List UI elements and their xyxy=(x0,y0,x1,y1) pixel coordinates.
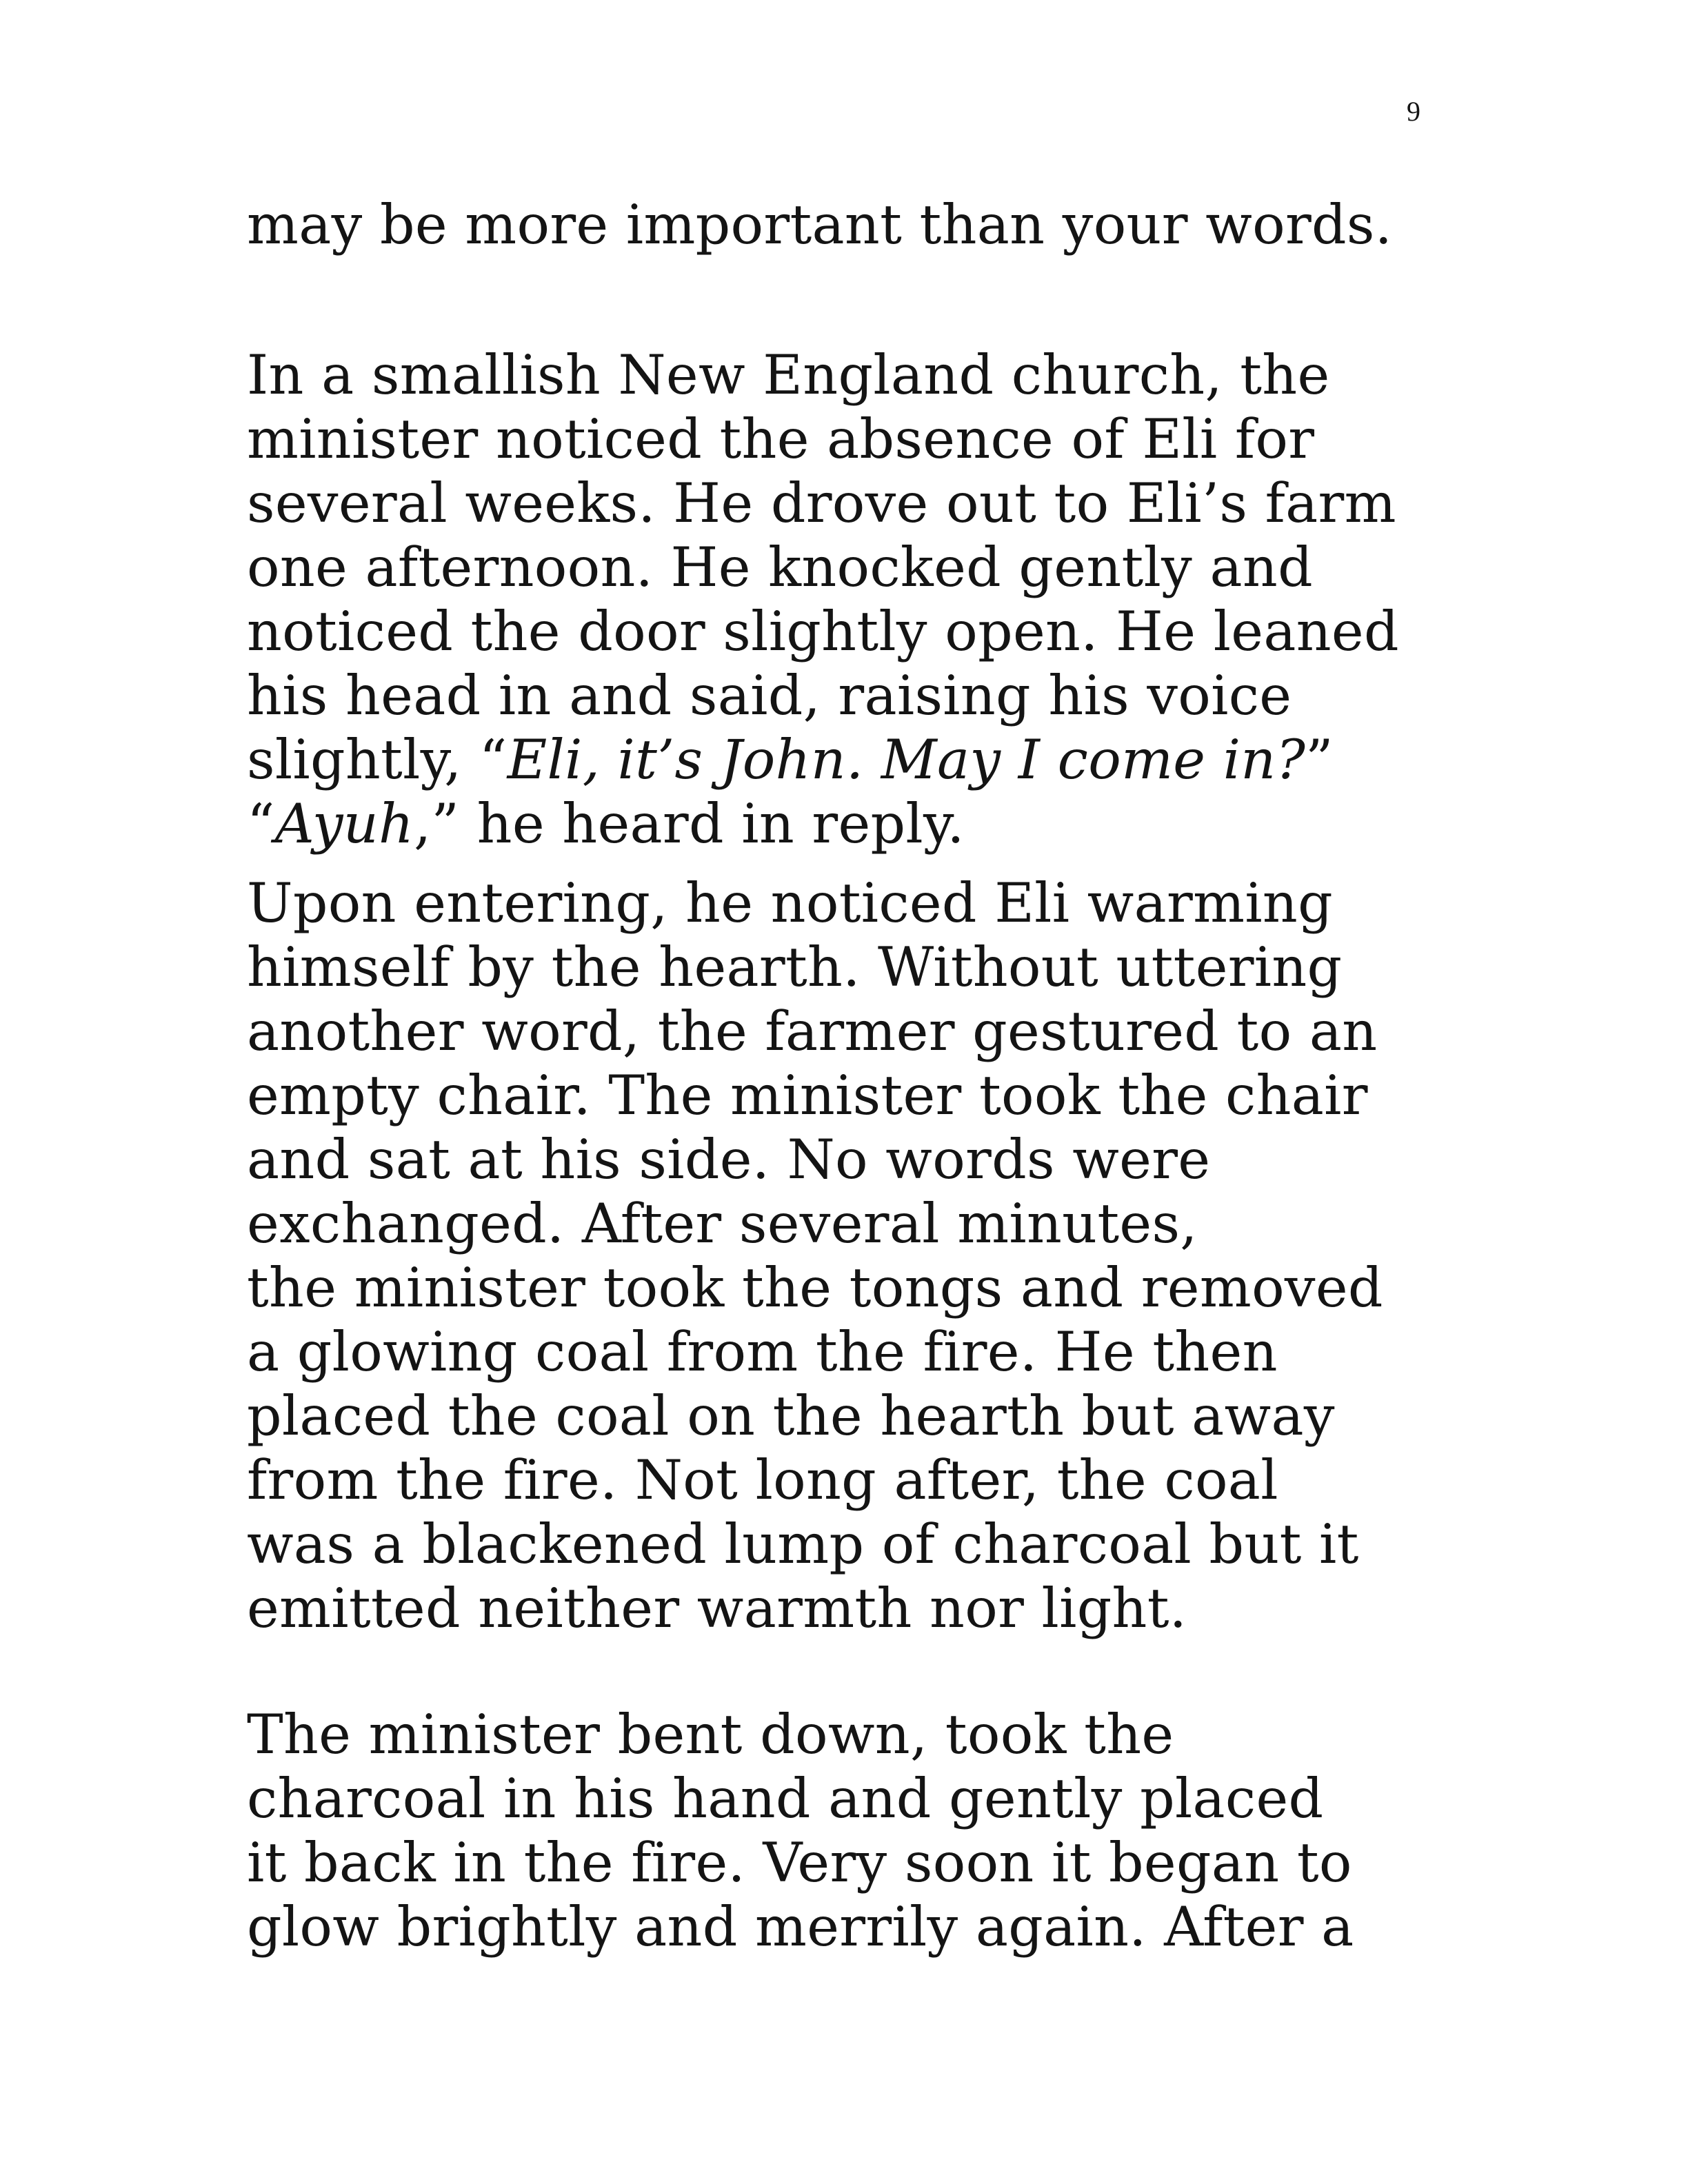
text-line: and sat at his side. No words were xyxy=(247,1128,1211,1191)
text-line: minister noticed the absence of Eli for xyxy=(247,407,1315,471)
text-line: emitted neither warmth nor light. xyxy=(247,1577,1187,1640)
text-line: charcoal in his hand and gently placed xyxy=(247,1767,1324,1830)
italic-quote: Eli, it’s John. May I come in? xyxy=(507,728,1306,791)
paragraph-church-visit xyxy=(247,343,1419,856)
text-line: a glowing coal from the fire. He then xyxy=(247,1320,1278,1384)
text-line: In a smallish New England church, the xyxy=(247,343,1330,407)
text-line: Upon entering, he noticed Eli warming xyxy=(247,871,1333,935)
text-line: several weeks. He drove out to Eli’s farm xyxy=(247,472,1396,535)
text-segment: ” xyxy=(1305,728,1334,791)
text-segment: “ xyxy=(247,792,275,856)
text-line: glow brightly and merrily again. After a xyxy=(247,1895,1354,1959)
text-line: noticed the door slightly open. He leaned xyxy=(247,600,1399,663)
page-number: 9 xyxy=(1407,96,1420,127)
text-line-with-quote xyxy=(247,792,1419,856)
paragraph-opening xyxy=(247,193,1419,257)
italic-quote: Ayuh xyxy=(274,792,414,856)
text-line: himself by the hearth. Without uttering xyxy=(247,936,1343,999)
text-line: one afternoon. He knocked gently and xyxy=(247,536,1313,599)
text-line: The minister bent down, took the xyxy=(247,1703,1174,1766)
text-line: empty chair. The minister took the chair xyxy=(247,1064,1368,1127)
paragraph-charcoal xyxy=(247,1703,1419,1959)
paragraph-hearth xyxy=(247,871,1419,1641)
text-line: from the fire. Not long after, the coal xyxy=(247,1448,1278,1512)
text-line-with-quote xyxy=(247,728,1419,792)
text-line: may be more important than your words. xyxy=(247,193,1393,256)
text-segment: slightly, “ xyxy=(247,728,508,791)
text-line: was a blackened lump of charcoal but it xyxy=(247,1513,1359,1576)
text-line: exchanged. After several minutes, xyxy=(247,1192,1198,1255)
text-line: his head in and said, raising his voice xyxy=(247,664,1292,727)
text-line: another word, the farmer gestured to an xyxy=(247,1000,1378,1063)
text-line: the minister took the tongs and removed xyxy=(247,1256,1383,1320)
text-line: it back in the fire. Very soon it began to xyxy=(247,1831,1352,1894)
text-segment: ,” he heard in reply. xyxy=(414,792,965,856)
text-line: placed the coal on the hearth but away xyxy=(247,1384,1335,1448)
